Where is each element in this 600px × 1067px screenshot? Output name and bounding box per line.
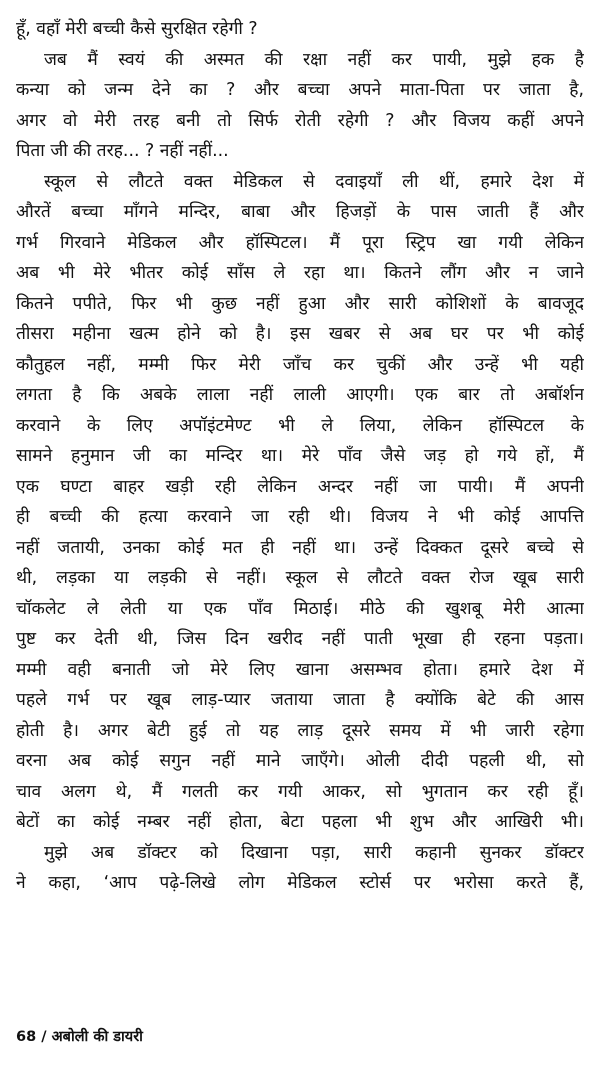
book-title: अबोली की डायरी	[51, 1029, 143, 1045]
text-line: सामने हनुमान जी का मन्दिर था। मेरे पाँव जैसे जड़ हो गये हों, मैं	[16, 446, 584, 466]
text-line: मुझे अब डॉक्टर को दिखाना पड़ा, सारी कहानी सुनकर डॉक्टर	[44, 842, 584, 863]
text-line: हूँ, वहाँ मेरी बच्ची कैसे सुरक्षित रहेगी ?	[16, 19, 258, 39]
text-line: अगर वो मेरी तरह बनी तो सिर्फ रोती रहेगी ? और विजय कहीं अपने	[16, 110, 584, 131]
page-footer	[16, 1026, 143, 1046]
text-line: मम्मी वही बनाती जो मेरे लिए खाना असम्भव होता। हमारे देश में	[16, 659, 584, 680]
text-line: कौतुहल नहीं, मम्मी फिर मेरी जाँच कर चुकीं और उन्हें भी यही	[16, 354, 584, 375]
text-line: गर्भ गिरवाने मेडिकल और हॉस्पिटल। मैं पूरा स्ट्रिप खा गयी लेकिन	[16, 232, 584, 253]
text-line: कितने पपीते, फिर भी कुछ नहीं हुआ और सारी कोशिशों के बावजूद	[16, 293, 584, 314]
text-line: थी, लड़का या लड़की से नहीं। स्कूल से लौटते वक्त रोज खूब सारी	[16, 568, 584, 588]
text-line: पहले गर्भ पर खूब लाड़-प्यार जताया जाता है क्योंकि बेटे की आस	[16, 690, 584, 710]
text-line: औरतें बच्चा माँगने मन्दिर, बाबा और हिजड़ों के पास जाती हैं और	[16, 202, 584, 222]
text-line: लगता है कि अबके लाला नहीं लाली आएगी। एक बार तो अबॉर्शन	[16, 385, 584, 405]
text-line: होती है। अगर बेटी हुई तो यह लाड़ दूसरे समय में भी जारी रहेगा	[16, 720, 584, 741]
text-line: चॉकलेट ले लेती या एक पाँव मिठाई। मीठे की खुशबू मेरी आत्मा	[16, 598, 584, 619]
page-number: 68	[16, 1029, 37, 1045]
text-line: करवाने के लिए अपॉइंटमेण्ट भी ले लिया, लेकिन हॉस्पिटल के	[16, 415, 584, 436]
footer-separator: /	[41, 1029, 47, 1045]
text-line: ही बच्ची की हत्या करवाने जा रही थी। विजय ने भी कोई आपत्ति	[16, 507, 584, 527]
text-line: नहीं जतायी, उनका कोई मत ही नहीं था। उन्हें दिक्कत दूसरे बच्चे से	[16, 537, 584, 558]
text-line: बेटों का कोई नम्बर नहीं होता, बेटा पहला भी शुभ और आखिरी भी।	[16, 812, 584, 832]
text-line: पिता जी की तरह... ? नहीं नहीं...	[16, 141, 229, 161]
text-line: जब मैं स्वयं की अस्मत की रक्षा नहीं कर पायी, मुझे हक है	[44, 49, 584, 70]
text-line: कन्या को जन्म देने का ? और बच्चा अपने माता-पिता पर जाता है,	[16, 80, 584, 100]
text-line: तीसरा महीना खत्म होने को है। इस खबर से अब घर पर भी कोई	[16, 324, 584, 344]
text-line: चाव अलग थे, मैं गलती कर गयी आकर, सो भुगतान कर रही हूँ।	[16, 781, 584, 802]
text-line: स्कूल से लौटते वक्त मेडिकल से दवाइयाँ ली थीं, हमारे देश में	[44, 171, 584, 192]
text-line: वरना अब कोई सगुन नहीं माने जाएँगे। ओली दीदी पहली थी, सो	[16, 751, 584, 771]
text-line: अब भी मेरे भीतर कोई साँस ले रहा था। कितने लौंग और न जाने	[16, 263, 584, 283]
text-line: पुष्ट कर देती थी, जिस दिन खरीद नहीं पाती भूखा ही रहना पड़ता।	[16, 629, 584, 649]
text-line: ने कहा, ‘आप पढ़े-लिखे लोग मेडिकल स्टोर्स पर भरोसा करते हैं,	[16, 873, 584, 893]
text-line: एक घण्टा बाहर खड़ी रही लेकिन अन्दर नहीं जा पायी। मैं अपनी	[16, 476, 584, 497]
page-body-text	[16, 14, 584, 899]
